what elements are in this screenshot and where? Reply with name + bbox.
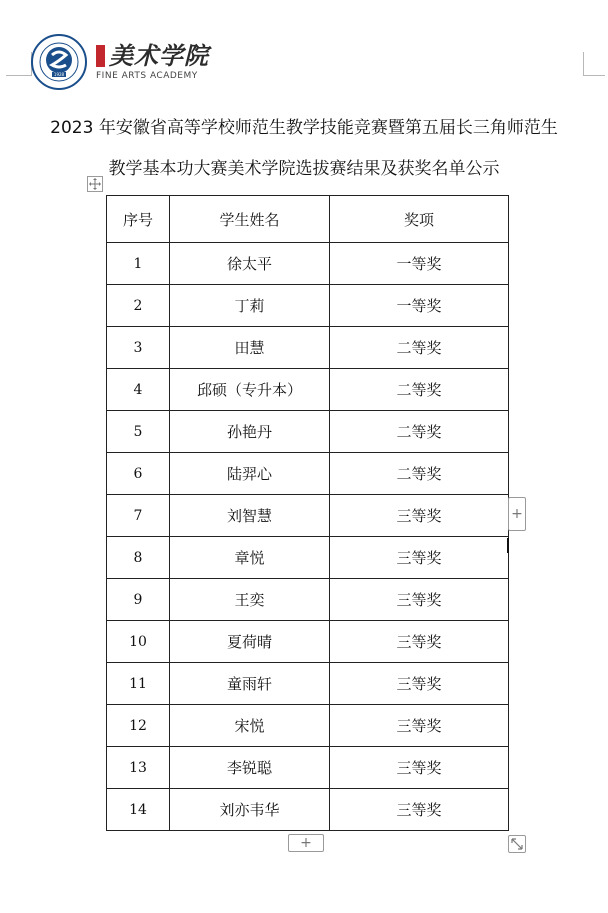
cell-student-name[interactable]: 徐太平 <box>170 243 330 285</box>
header-award[interactable]: 奖项 <box>330 196 509 243</box>
resize-icon <box>511 838 523 850</box>
cell-index[interactable]: 11 <box>107 663 170 705</box>
crop-mark-top-right-v <box>583 52 584 76</box>
cell-student-name[interactable]: 丁莉 <box>170 285 330 327</box>
cell-award[interactable]: 二等奖 <box>330 453 509 495</box>
document-title-line2: 教学基本功大赛美术学院选拔赛结果及获奖名单公示 <box>108 159 500 179</box>
cell-index[interactable]: 9 <box>107 579 170 621</box>
cell-student-name[interactable]: 陆羿心 <box>170 453 330 495</box>
cell-award[interactable]: 二等奖 <box>330 369 509 411</box>
cell-index[interactable]: 5 <box>107 411 170 453</box>
table-row <box>107 663 509 705</box>
header-index[interactable]: 序号 <box>107 196 170 243</box>
cell-award[interactable]: 三等奖 <box>330 621 509 663</box>
cell-award[interactable]: 二等奖 <box>330 327 509 369</box>
cell-award[interactable]: 一等奖 <box>330 285 509 327</box>
move-icon <box>89 178 101 190</box>
academy-logo <box>96 43 209 81</box>
cell-index[interactable]: 13 <box>107 747 170 789</box>
table-row <box>107 579 509 621</box>
header-logos <box>30 36 209 88</box>
academy-stamp-icon <box>96 45 105 67</box>
cell-index[interactable]: 2 <box>107 285 170 327</box>
table-row <box>107 705 509 747</box>
cell-award[interactable]: 三等奖 <box>330 747 509 789</box>
academy-name-en: FINE ARTS ACADEMY <box>96 71 198 81</box>
cell-student-name[interactable]: 邱硕（专升本） <box>170 369 330 411</box>
table-row <box>107 537 509 579</box>
cell-student-name[interactable]: 童雨轩 <box>170 663 330 705</box>
cell-award[interactable]: 三等奖 <box>330 579 509 621</box>
university-seal-icon <box>30 33 88 91</box>
cell-student-name[interactable]: 宋悦 <box>170 705 330 747</box>
awards-table <box>106 195 509 831</box>
cell-award[interactable]: 三等奖 <box>330 495 509 537</box>
document-title-line1: 2023 年安徽省高等学校师范生教学技能竞赛暨第五届长三角师范生 <box>50 118 558 138</box>
cell-award[interactable]: 二等奖 <box>330 411 509 453</box>
table-row <box>107 789 509 831</box>
cell-index[interactable]: 3 <box>107 327 170 369</box>
cell-student-name[interactable]: 李锐聪 <box>170 747 330 789</box>
add-row-button[interactable]: + <box>288 834 324 852</box>
table-row <box>107 453 509 495</box>
table-row <box>107 747 509 789</box>
table-row <box>107 243 509 285</box>
cell-index[interactable]: 7 <box>107 495 170 537</box>
cell-student-name[interactable]: 刘智慧 <box>170 495 330 537</box>
cell-index[interactable]: 6 <box>107 453 170 495</box>
cell-index[interactable]: 10 <box>107 621 170 663</box>
crop-mark-top-left-h <box>6 75 32 76</box>
table-header-row <box>107 196 509 243</box>
table-move-handle[interactable] <box>87 176 103 192</box>
university-seal-logo <box>30 33 88 91</box>
cell-student-name[interactable]: 孙艳丹 <box>170 411 330 453</box>
cell-student-name[interactable]: 王奕 <box>170 579 330 621</box>
cell-student-name[interactable]: 夏荷晴 <box>170 621 330 663</box>
cell-index[interactable]: 12 <box>107 705 170 747</box>
cell-student-name[interactable]: 刘亦韦华 <box>170 789 330 831</box>
table-row <box>107 369 509 411</box>
cell-student-name[interactable]: 章悦 <box>170 537 330 579</box>
cell-index[interactable]: 14 <box>107 789 170 831</box>
text-cursor <box>507 538 509 553</box>
academy-name-cn: 美术学院 <box>109 41 209 70</box>
add-column-button[interactable]: + <box>508 497 526 531</box>
cell-award[interactable]: 三等奖 <box>330 789 509 831</box>
cell-index[interactable]: 1 <box>107 243 170 285</box>
cell-student-name[interactable]: 田慧 <box>170 327 330 369</box>
table-row <box>107 621 509 663</box>
cell-index[interactable]: 8 <box>107 537 170 579</box>
table-row <box>107 285 509 327</box>
table-row <box>107 411 509 453</box>
cell-award[interactable]: 三等奖 <box>330 537 509 579</box>
cell-award[interactable]: 三等奖 <box>330 663 509 705</box>
table-row <box>107 327 509 369</box>
table-row <box>107 495 509 537</box>
cell-index[interactable]: 4 <box>107 369 170 411</box>
header-student-name[interactable]: 学生姓名 <box>170 196 330 243</box>
cell-award[interactable]: 三等奖 <box>330 705 509 747</box>
cell-award[interactable]: 一等奖 <box>330 243 509 285</box>
crop-mark-top-right-h <box>583 75 605 76</box>
table-resize-handle[interactable] <box>508 835 526 853</box>
svg-text:1928: 1928 <box>53 72 65 77</box>
